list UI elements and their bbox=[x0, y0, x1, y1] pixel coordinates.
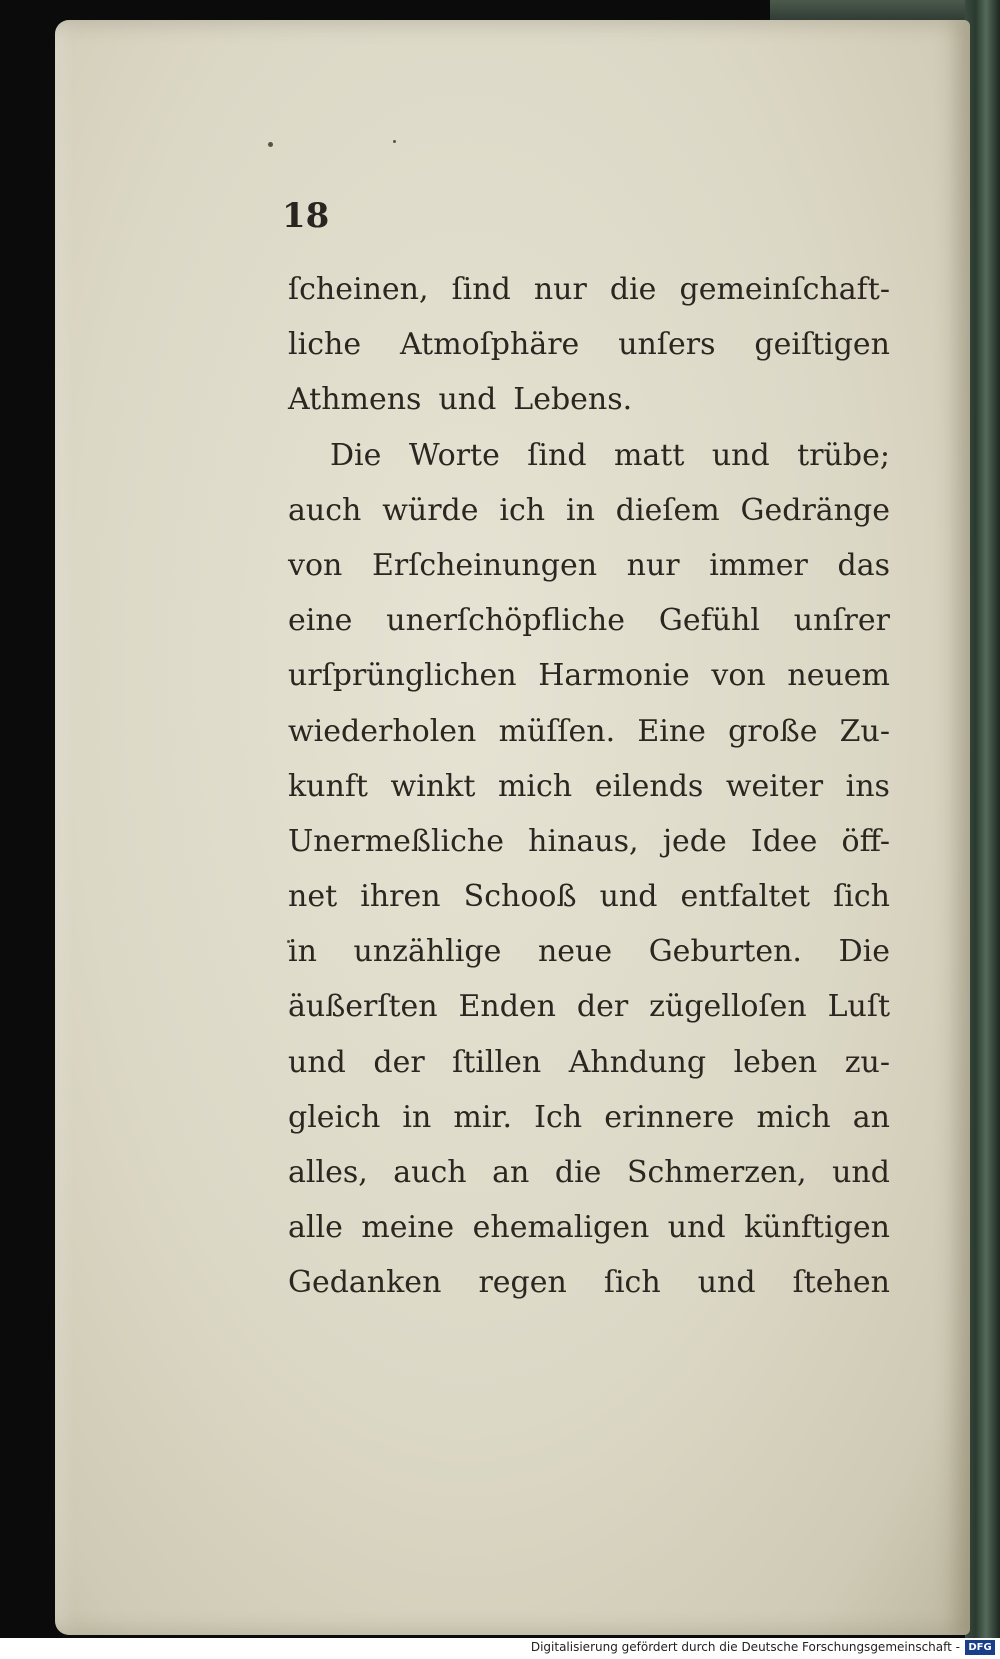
word: Luſt bbox=[827, 989, 890, 1025]
word: jede bbox=[662, 823, 727, 859]
word: kunft bbox=[288, 768, 368, 804]
word: der bbox=[576, 989, 629, 1025]
word: äußerſten bbox=[288, 989, 438, 1025]
word: alle bbox=[288, 1210, 343, 1246]
text-line bbox=[288, 648, 890, 703]
word: Schmerzen, bbox=[626, 1155, 807, 1190]
text-line bbox=[288, 538, 890, 593]
word: müſſen. bbox=[498, 713, 616, 749]
word: nur bbox=[533, 272, 587, 307]
word: eilends bbox=[594, 768, 704, 804]
text-line bbox=[288, 1145, 890, 1200]
word: winkt bbox=[390, 768, 476, 804]
word: ſind bbox=[451, 272, 511, 307]
word: immer bbox=[709, 547, 808, 583]
word: in bbox=[288, 934, 317, 970]
word: öff- bbox=[841, 823, 890, 859]
text-line bbox=[288, 593, 890, 648]
word: matt bbox=[613, 437, 685, 473]
word: ihren bbox=[360, 879, 441, 915]
word: Athmens bbox=[288, 382, 422, 418]
word: Unermeßliche bbox=[288, 823, 505, 859]
word: und bbox=[438, 382, 497, 418]
word: Die bbox=[838, 934, 890, 970]
footer-credit: Digitalisierung gefördert durch die Deutsche Forschungsgemeinschaft - bbox=[530, 1640, 960, 1654]
text-line bbox=[288, 704, 890, 759]
word: und bbox=[288, 1044, 346, 1080]
word: Ahndung bbox=[568, 1044, 707, 1080]
word: Schooß bbox=[463, 879, 577, 915]
text-line bbox=[288, 924, 890, 979]
word: Worte bbox=[408, 437, 500, 473]
body-text bbox=[288, 262, 890, 1311]
word: ſich bbox=[833, 879, 890, 915]
word: hinaus, bbox=[528, 823, 639, 859]
word: die bbox=[609, 272, 657, 307]
word: und bbox=[599, 879, 658, 915]
word: künftigen bbox=[744, 1210, 890, 1246]
word: Die bbox=[330, 437, 382, 473]
paper-speck bbox=[393, 140, 396, 143]
word: weiter bbox=[725, 768, 824, 804]
word: Lebens. bbox=[513, 382, 633, 418]
word: Erſcheinungen bbox=[371, 547, 598, 583]
word: liche bbox=[288, 327, 362, 363]
word: ins bbox=[845, 768, 890, 804]
paper-speck bbox=[268, 142, 273, 147]
dfg-logo: DFG bbox=[965, 1640, 995, 1655]
word: Gedanken bbox=[288, 1265, 442, 1301]
word: gleich bbox=[288, 1099, 381, 1135]
text-line bbox=[288, 979, 890, 1034]
word: ſtehen bbox=[792, 1265, 890, 1301]
word: gemeinſchaft- bbox=[679, 272, 890, 307]
word: ſcheinen, bbox=[288, 272, 429, 307]
word: unſrer bbox=[793, 603, 890, 639]
word: leben bbox=[733, 1044, 818, 1080]
word: Zu- bbox=[839, 713, 890, 749]
text-line bbox=[288, 759, 890, 814]
word: unzählige bbox=[353, 934, 502, 970]
word: ehemaligen bbox=[472, 1210, 650, 1246]
word: neue bbox=[537, 934, 613, 970]
word: alles, bbox=[288, 1155, 368, 1190]
word: der bbox=[373, 1044, 425, 1080]
text-line bbox=[288, 262, 890, 317]
text-line bbox=[288, 869, 890, 924]
word: und bbox=[711, 437, 770, 473]
page-number: 18 bbox=[282, 196, 330, 236]
word: Ich bbox=[534, 1099, 583, 1135]
word: entfaltet bbox=[680, 879, 811, 915]
word: Geburten. bbox=[648, 934, 802, 970]
word: regen bbox=[478, 1265, 567, 1301]
word: wiederholen bbox=[288, 713, 477, 749]
word: mich bbox=[497, 768, 573, 804]
text-line bbox=[288, 372, 890, 427]
text-line bbox=[288, 1200, 890, 1255]
word: in bbox=[402, 1099, 432, 1135]
word: trübe; bbox=[797, 437, 890, 473]
text-line bbox=[288, 1255, 890, 1310]
word: unſers bbox=[618, 327, 716, 363]
word: auch bbox=[393, 1155, 467, 1190]
word: an bbox=[492, 1155, 530, 1190]
word: meine bbox=[361, 1210, 455, 1246]
word: dieſem bbox=[615, 492, 720, 528]
word: große bbox=[728, 713, 818, 749]
word: ſtillen bbox=[452, 1044, 542, 1080]
word: Gefühl bbox=[658, 603, 760, 639]
word: von bbox=[711, 658, 766, 694]
word: Idee bbox=[750, 823, 818, 859]
word: an bbox=[852, 1099, 890, 1135]
word: Eine bbox=[637, 713, 706, 749]
word: unerſchöpfliche bbox=[386, 603, 626, 639]
footer-bar bbox=[0, 1638, 1000, 1659]
word: das bbox=[837, 547, 890, 583]
text-line bbox=[288, 814, 890, 869]
word: die bbox=[554, 1155, 602, 1190]
text-line bbox=[288, 428, 890, 483]
text-line bbox=[288, 483, 890, 538]
text-line bbox=[288, 1090, 890, 1145]
word: und bbox=[697, 1265, 756, 1301]
book-binding-edge bbox=[965, 0, 1000, 1640]
word: und bbox=[667, 1210, 726, 1246]
word: nur bbox=[626, 547, 680, 583]
word: von bbox=[288, 547, 343, 583]
word: ſich bbox=[603, 1265, 661, 1301]
word: Harmonie bbox=[538, 658, 690, 694]
word: eine bbox=[288, 603, 353, 639]
word: würde bbox=[382, 492, 479, 528]
word: ich bbox=[499, 492, 546, 528]
word: in bbox=[566, 492, 595, 528]
word: zügelloſen bbox=[649, 989, 807, 1025]
word: mich bbox=[756, 1099, 831, 1135]
word: zu- bbox=[844, 1044, 890, 1080]
word: net bbox=[288, 879, 338, 915]
word: auch bbox=[288, 492, 362, 528]
text-line bbox=[288, 1035, 890, 1090]
word: ſind bbox=[527, 437, 587, 473]
word: und bbox=[832, 1155, 890, 1190]
word: Atmoſphäre bbox=[400, 327, 580, 363]
word: neuem bbox=[787, 658, 890, 694]
word: geiſtigen bbox=[754, 327, 890, 363]
word: urſprünglichen bbox=[288, 658, 517, 694]
word: Gedränge bbox=[740, 492, 890, 528]
word: erinnere bbox=[604, 1099, 735, 1135]
word: mir. bbox=[453, 1099, 513, 1135]
text-line bbox=[288, 317, 890, 372]
word: Enden bbox=[458, 989, 556, 1025]
